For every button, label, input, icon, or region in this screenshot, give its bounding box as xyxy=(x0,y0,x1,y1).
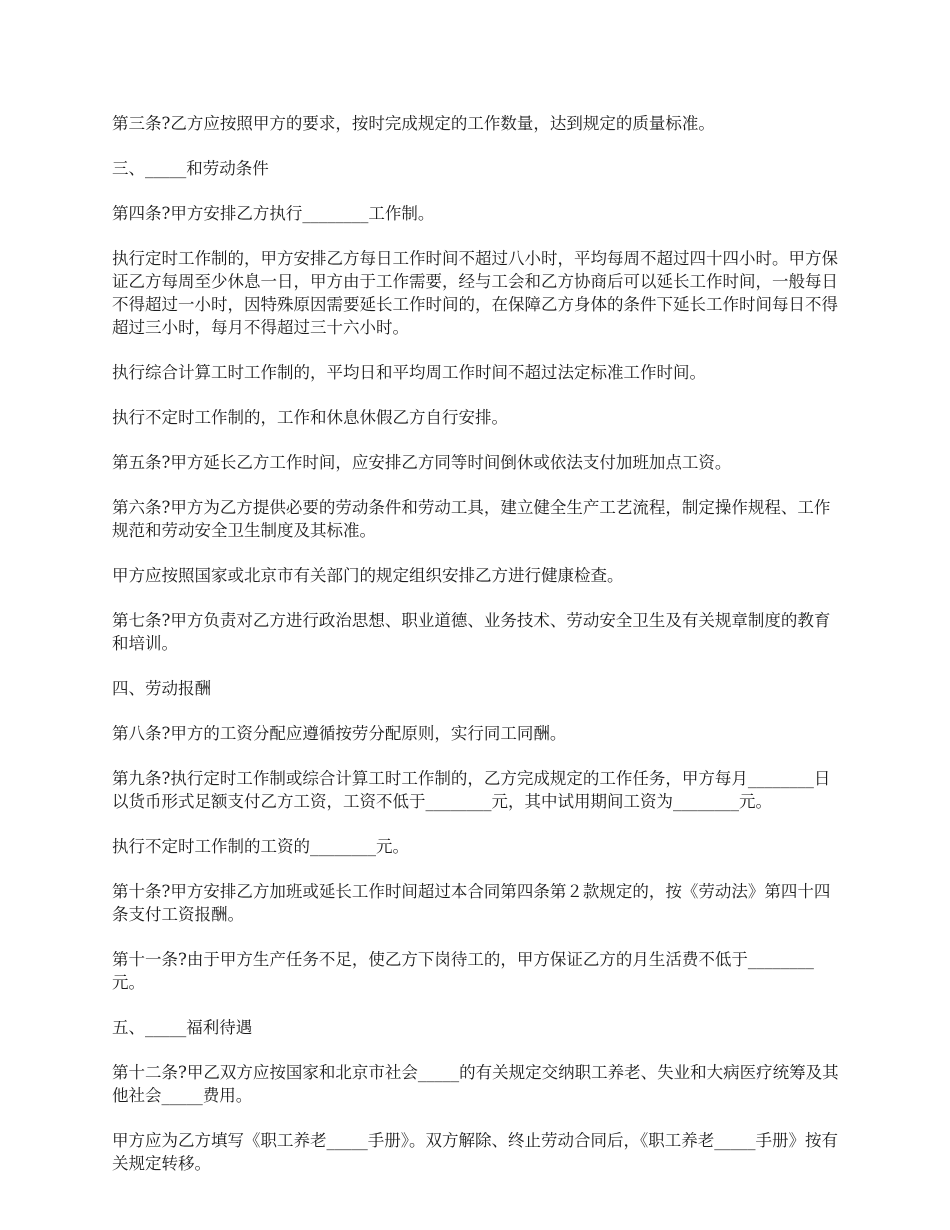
article-10: 第十条?甲方安排乙方加班或延长工作时间超过本合同第四条第２款规定的，按《劳动法》第四十四条支付工资报酬。 xyxy=(112,882,831,924)
article-5: 第五条?甲方延长乙方工作时间，应安排乙方同等时间倒休或依法支付加班加点工资。 xyxy=(112,453,732,472)
article-9: 第九条?执行定时工作制或综合计算工时工作制的，乙方完成规定的工作任务，甲方每月________日以货币形式足额支付乙方工资，工资不低于________元，其中试用期间工资为________元。 xyxy=(112,769,831,811)
article-12: 第十二条?甲乙双方应按国家和北京市社会_____的有关规定交纳职工养老、失业和大病医疗统筹及其他社会_____费用。 xyxy=(112,1063,839,1105)
flexible-hours-paragraph: 执行不定时工作制的，工作和休息休假乙方自行安排。 xyxy=(112,408,508,427)
health-check-paragraph: 甲方应按照国家或北京市有关部门的规定组织安排乙方进行健康检查。 xyxy=(112,566,624,585)
flexible-wage-paragraph: 执行不定时工作制的工资的________元。 xyxy=(112,837,409,856)
fixed-hours-paragraph: 执行定时工作制的，甲方安排乙方每日工作时间不超过八小时，平均每周不超过四十四小时。甲方保证乙方每周至少休息一日，甲方由于工作需要，经与工会和乙方协商后可以延长工作时间，一般每日不得超过一小时，因特殊原因需要延长工作时间的，在保障乙方身体的条件下延长工作时间每日不得超过三小时，每月不得超过三十六小时。 xyxy=(112,249,838,337)
document-body xyxy=(112,112,840,1197)
article-11: 第十一条?由于甲方生产任务不足，使乙方下岗待工的，甲方保证乙方的月生活费不低于________元。 xyxy=(112,950,814,992)
section-3-heading: 三、_____和劳动条件 xyxy=(112,159,269,178)
pension-handbook-paragraph: 甲方应为乙方填写《职工养老_____手册》。双方解除、终止劳动合同后，《职工养老_____手册》按有关规定转移。 xyxy=(112,1131,838,1173)
article-6: 第六条?甲方为乙方提供必要的劳动条件和劳动工具，建立健全生产工艺流程，制定操作规程、工作规范和劳动安全卫生制度及其标准。 xyxy=(112,498,831,540)
section-5-heading: 五、_____福利待遇 xyxy=(112,1018,253,1037)
article-3: 第三条?乙方应按照甲方的要求，按时完成规定的工作数量，达到规定的质量标准。 xyxy=(112,114,715,133)
article-8: 第八条?甲方的工资分配应遵循按劳分配原则，实行同工同酬。 xyxy=(112,724,567,743)
comprehensive-hours-paragraph: 执行综合计算工时工作制的，平均日和平均周工作时间不超过法定标准工作时间。 xyxy=(112,363,706,382)
article-7: 第七条?甲方负责对乙方进行政治思想、职业道德、业务技术、劳动安全卫生及有关规章制度的教育和培训。 xyxy=(112,611,831,653)
article-4: 第四条?甲方安排乙方执行________工作制。 xyxy=(112,204,435,223)
section-4-heading: 四、劳动报酬 xyxy=(112,679,211,698)
